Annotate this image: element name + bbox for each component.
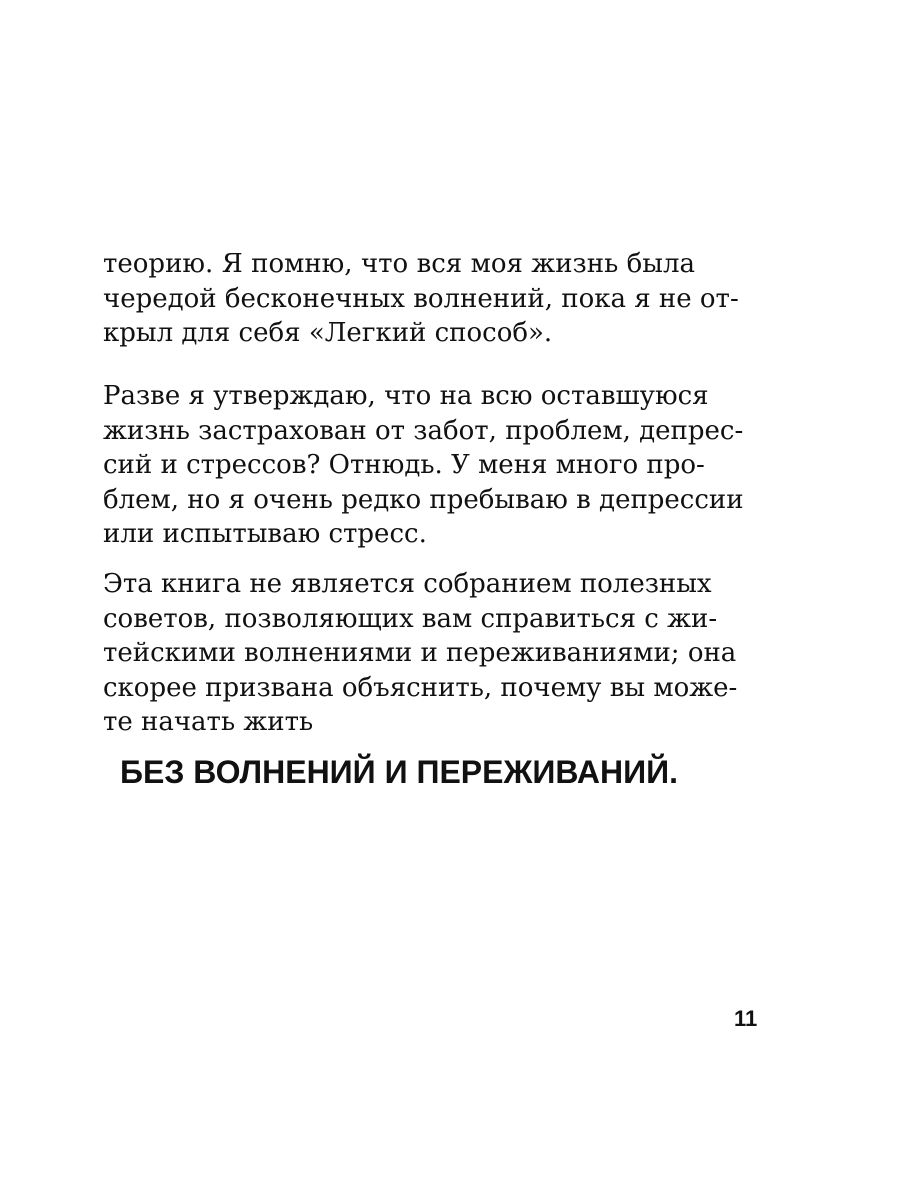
paragraph-line: Эта книга не является собранием полезных <box>103 569 712 599</box>
paragraph-line: или испытываю стресс. <box>103 519 427 549</box>
page-number: 11 <box>734 1006 758 1031</box>
paragraph-line: советов, позволяющих вам справиться с жи- <box>103 603 718 634</box>
paragraph-line: сий и стрессов? Отнюдь. У меня много про- <box>103 450 705 480</box>
paragraph-line: тейскими волнениями и переживаниями; она <box>103 638 737 668</box>
paragraph-line: чередой бесконечных волнений, пока я не от- <box>103 283 739 314</box>
paragraph-line: те начать жить <box>103 707 314 737</box>
paragraph-line: жизнь застрахован от забот, проблем, депрес- <box>103 415 744 446</box>
paragraph-line: Разве я утверждаю, что на всю оставшуюся <box>103 381 709 411</box>
paragraph-line: скорее призвана объяснить, почему вы може- <box>103 672 738 703</box>
section-heading: БЕЗ ВОЛНЕНИЙ И ПЕРЕЖИВАНИЙ. <box>119 754 679 790</box>
paragraph-1 <box>103 247 739 351</box>
paragraph-line: крыл для себя «Легкий способ». <box>103 318 553 348</box>
paragraph-2 <box>103 379 744 552</box>
paragraph-line: теорию. Я помню, что вся моя жизнь была <box>103 249 695 279</box>
paragraph-3 <box>103 567 738 740</box>
paragraph-line: блем, но я очень редко пребываю в депрессии <box>103 484 744 515</box>
